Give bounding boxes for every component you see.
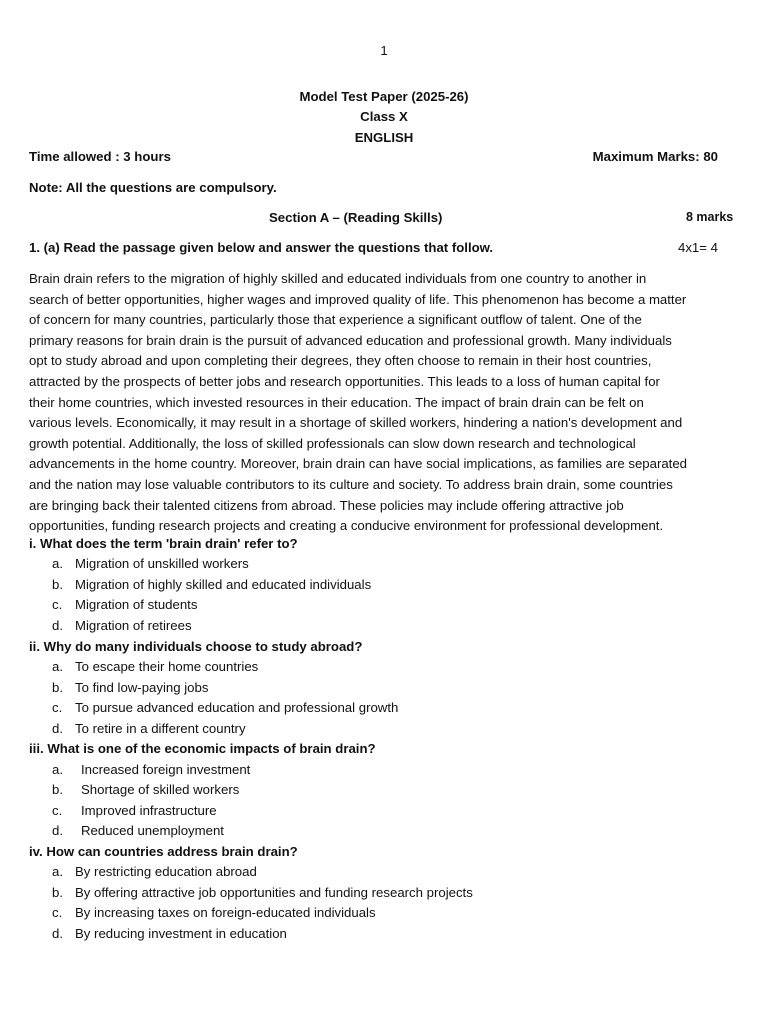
- option-ii-a: [52, 659, 258, 674]
- option-iii-c: [52, 803, 217, 818]
- passage-line: search of better opportunities, higher wages and improved quality of life. This phenomenon has become a matter: [29, 291, 687, 307]
- option-i-c: [52, 597, 197, 612]
- option-text: To pursue advanced education and professional growth: [75, 700, 399, 715]
- option-text: Improved infrastructure: [81, 803, 217, 818]
- passage-line: attracted by the prospects of better jobs and research opportunities. This leads to a loss of human capital for: [29, 373, 660, 389]
- option-label: d.: [52, 926, 63, 941]
- option-ii-d: [52, 721, 246, 736]
- option-label: a.: [52, 556, 63, 571]
- question-1-marks: 4x1= 4: [678, 240, 718, 255]
- passage-line: opportunities, funding research projects and creating a conducive environment for professional development.: [29, 518, 664, 534]
- passage-line: various levels. Economically, it may result in a shortage of skilled workers, hindering a nation's development and: [29, 415, 683, 431]
- option-text: Migration of highly skilled and educated individuals: [75, 577, 372, 592]
- passage-line: of concern for many countries, particularly those that experience a significant outflow of talent. One of the: [29, 312, 642, 328]
- section-marks: 8 marks: [686, 210, 734, 224]
- option-iv-d: [52, 926, 287, 941]
- option-label: c.: [52, 905, 63, 920]
- page-number: 1: [380, 43, 388, 58]
- passage-line: advancements in the home country. Moreover, brain drain can have social implications, as families are separated: [29, 456, 688, 472]
- option-text: To find low-paying jobs: [75, 680, 209, 695]
- option-iv-c: [52, 905, 376, 920]
- option-iv-b: [52, 885, 473, 900]
- option-label: a.: [52, 864, 63, 879]
- option-text: By reducing investment in education: [75, 926, 287, 941]
- option-text: Migration of retirees: [75, 618, 192, 633]
- option-text: By offering attractive job opportunities and funding research projects: [75, 885, 473, 900]
- question-iii: iii. What is one of the economic impacts of brain drain?: [29, 741, 376, 756]
- passage-line: are bringing back their talented citizens from abroad. These policies may include offering attractive job: [29, 497, 624, 513]
- question-iv: iv. How can countries address brain drain?: [29, 844, 298, 859]
- note-text: Note: All the questions are compulsory.: [29, 180, 277, 195]
- option-label: d.: [52, 721, 63, 736]
- option-iii-a: [52, 762, 250, 777]
- option-i-d: [52, 618, 192, 633]
- option-label: b.: [52, 885, 63, 900]
- option-text: By increasing taxes on foreign-educated individuals: [75, 905, 376, 920]
- option-ii-b: [52, 680, 208, 695]
- option-label: b.: [52, 680, 63, 695]
- question-1-prompt: 1. (a) Read the passage given below and answer the questions that follow.: [29, 240, 494, 255]
- passage-line: primary reasons for brain drain is the pursuit of advanced education and professional growth. Many individuals: [29, 332, 672, 348]
- paper-title: Model Test Paper (2025-26): [299, 89, 469, 104]
- passage-line: Brain drain refers to the migration of highly skilled and educated individuals from one country to another in: [29, 271, 647, 286]
- option-label: a.: [52, 762, 63, 777]
- option-i-b: [52, 577, 371, 592]
- maximum-marks: Maximum Marks: 80: [592, 149, 718, 164]
- option-label: c.: [52, 700, 63, 715]
- option-text: By restricting education abroad: [75, 864, 257, 879]
- option-text: To escape their home countries: [75, 659, 259, 674]
- passage-line: their home countries, which invested resources in their education. The impact of brain drain can be felt on: [29, 394, 644, 410]
- option-iii-b: [52, 782, 239, 797]
- option-label: c.: [52, 803, 63, 818]
- question-ii: ii. Why do many individuals choose to study abroad?: [29, 639, 363, 654]
- option-label: b.: [52, 782, 63, 797]
- question-i: i. What does the term 'brain drain' refer to?: [29, 536, 298, 551]
- option-label: d.: [52, 618, 63, 633]
- passage-line: growth potential. Additionally, the loss of skilled professionals can slow down research and technological: [29, 435, 636, 451]
- option-label: c.: [52, 597, 63, 612]
- option-text: Migration of unskilled workers: [75, 556, 249, 571]
- time-allowed: Time allowed : 3 hours: [29, 149, 171, 164]
- class-label: Class X: [360, 109, 408, 124]
- option-i-a: [52, 556, 249, 571]
- section-title: Section A – (Reading Skills): [269, 210, 443, 225]
- reading-passage: [29, 269, 745, 537]
- option-iv-a: [52, 864, 257, 879]
- option-text: To retire in a different country: [75, 721, 246, 736]
- option-iii-d: [52, 823, 224, 838]
- option-text: Migration of students: [75, 597, 198, 612]
- passage-line: and the nation may lose valuable contributors to its culture and society. To address brain drain, some countries: [29, 476, 673, 492]
- option-label: b.: [52, 577, 63, 592]
- passage-line: opt to study abroad and upon completing their degrees, they often choose to remain in their host countries,: [29, 353, 652, 369]
- option-text: Shortage of skilled workers: [81, 782, 240, 797]
- option-label: a.: [52, 659, 63, 674]
- option-label: d.: [52, 823, 63, 838]
- option-ii-c: [52, 700, 398, 715]
- option-text: Increased foreign investment: [81, 762, 251, 777]
- subject-label: ENGLISH: [354, 130, 414, 145]
- option-text: Reduced unemployment: [81, 823, 224, 838]
